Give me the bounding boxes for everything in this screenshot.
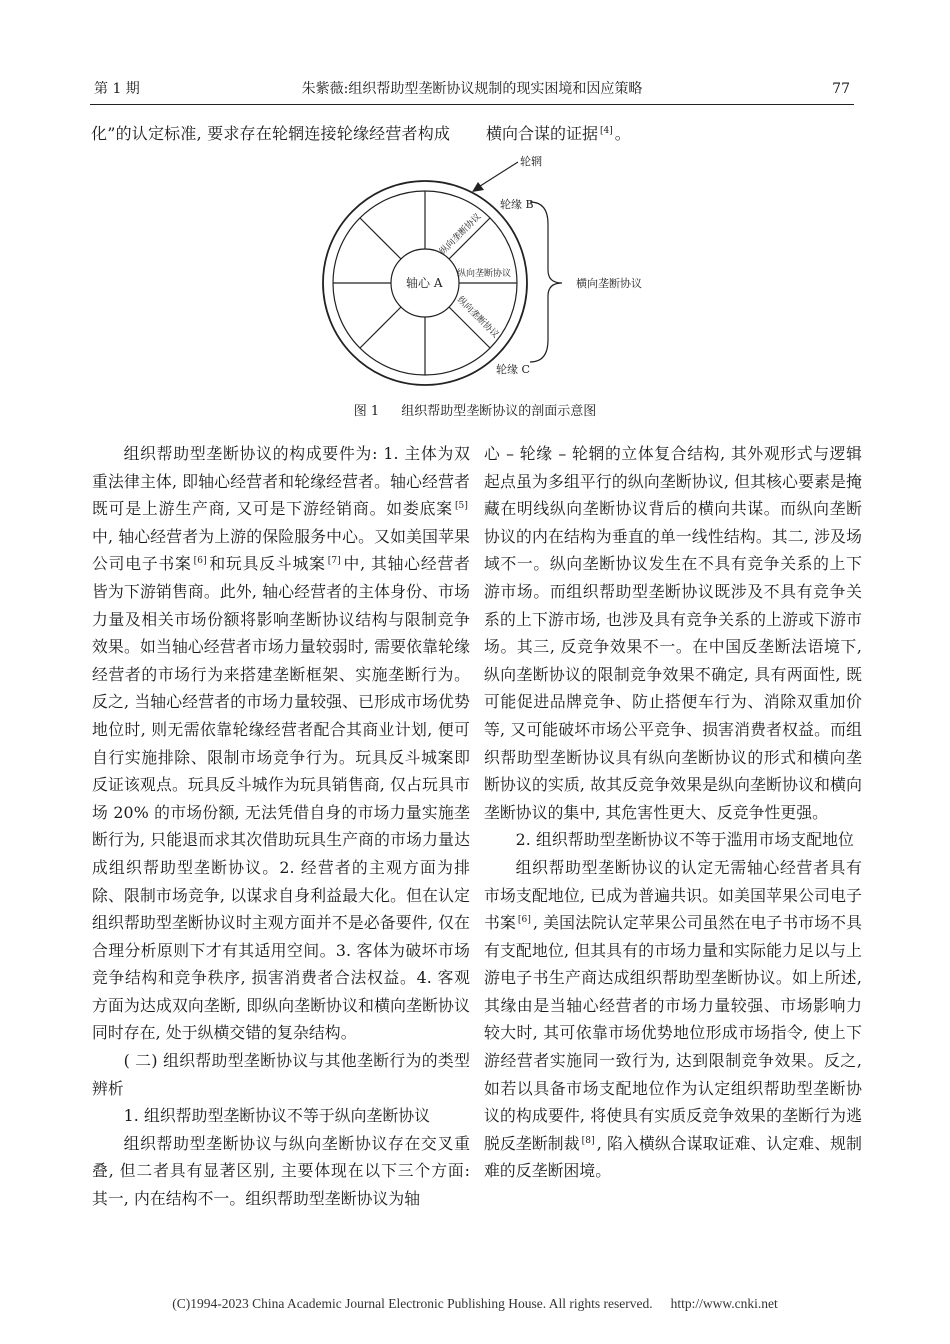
citation-ref: [6] — [517, 914, 531, 925]
copyright-footer — [0, 1296, 950, 1312]
paragraph — [484, 854, 862, 1185]
hub-spoke-diagram — [300, 150, 660, 388]
issue-number: 第 1 期 — [94, 81, 140, 97]
running-header — [94, 78, 850, 102]
subsection-heading: 2. 组织帮助型垄断协议不等于滥用市场支配地位 — [515, 830, 854, 850]
rim-label: 轮辋 — [520, 155, 542, 168]
citation-ref: [8] — [581, 1135, 595, 1146]
citation-ref: [6] — [193, 556, 207, 567]
running-title: 朱紫薇:组织帮助型垄断协议规制的现实困境和因应策略 — [301, 81, 643, 97]
text-run: 组织帮助型垄断协议的认定无需轴心经营者具有市场支配地位, 已成为普遍共识。如美国苹果公司电子书案 — [484, 857, 862, 933]
citation-ref: [7] — [327, 556, 341, 567]
vertical-agreement-label-1: 纵向垄断协议 — [438, 211, 484, 258]
cnki-link[interactable]: http://www.cnki.net — [670, 1296, 778, 1311]
paragraph — [92, 440, 470, 1047]
paragraph: 组织帮助型垄断协议与纵向垄断协议存在交叉重叠, 但二者具有显著区别, 主要体现在以下三个方面: 其一, 内在结构不一。组织帮助型垄断协议为轴 — [92, 1133, 470, 1209]
carryover-right — [486, 120, 631, 148]
section-heading: ( 二) 组织帮助型垄断协议与其他垄断行为的类型辨析 — [92, 1051, 470, 1098]
subsection-heading: 1. 组织帮助型垄断协议不等于纵向垄断协议 — [123, 1106, 431, 1126]
text-run: , 美国法院认定苹果公司虽然在电子书市场不具有支配地位, 但其具有的市场力量和实际能力足以与上游电子书生产商达成组织帮助型垄断协议。如上所述, 其缘由是当轴心经营者的市场力量较强、市场影响力较大时, 其可依靠市场优势地位形成市场指令, 使上下游经营者实施同一致行为, 达到限制竞争效果。反之, 如若以具备市场支配地位作为认定组织帮助型垄断协议的构成要件, 将使具有实质反竞争效果的垄断行为逃脱反垄断制裁 — [484, 913, 863, 1153]
figure-title: 组织帮助型垄断协议的剖面示意图 — [401, 404, 597, 419]
spoke-line — [360, 307, 401, 348]
carryover-right-end: 。 — [614, 124, 631, 143]
figure-number: 图 1 — [353, 404, 380, 419]
rim-arrowhead — [472, 182, 484, 192]
text-run: , 陷入横纵合谋取证难、认定难、规制难的反垄断困境。 — [484, 1133, 863, 1181]
text-run: 和玩具反斗城案 — [208, 554, 326, 574]
page-number: 77 — [832, 81, 850, 97]
figure-caption — [0, 402, 950, 422]
left-column — [92, 440, 470, 1213]
right-column — [484, 440, 862, 1185]
carryover-right-text: 横向合谋的证据 — [486, 124, 599, 143]
citation-ref: [4] — [600, 125, 613, 136]
header-rule — [90, 104, 854, 105]
text-run: 中, 其轴心经营者皆为下游销售商。此外, 轴心经营者的主体身份、市场力量及相关市场份额将影响垄断协议结构与限制竞争效果。如当轴心经营者市场力量较弱时, 需要依靠轮缘经营者的市场行为来搭建垄断框架、实施垄断行为。反之, 当轴心经营者的市场力量较强、已形成市场优势地位时, 则无需依靠轮缘经营者配合其商业计划, 便可自行实施排除、限制市场竞争行为。玩具反斗城案即反证该观点。玩具反斗城作为玩具销售商, 仅占玩具市场 20% 的市场份额, 无法凭借自身的市场力量实施垄断行为, 只能退而求其次借助玩具生产商的市场力量达成组织帮助型垄断协议。2. 经营者的主观方面为排除、限制市场竞争, 以谋求自身利益最大化。但在认定组织帮助型垄断协议时主观方面并不是必备要件, 仅在合理分析原则下才有其适用空间。3. 客体为破坏市场竞争结构和竞争秩序, 损害消费者合法权益。4. 客观方面为达成双向垄断, 即纵向垄断协议和横向垄断协议同时存在, 处于纵横交错的复杂结构。 — [92, 554, 470, 1043]
hub-label: 轴心 A — [406, 276, 443, 290]
spoke-c-label: 轮缘 C — [496, 363, 530, 376]
text-run: 组织帮助型垄断协议的构成要件为: 1. 主体为双重法律主体, 即轴心经营者和轮缘经营者。轴心经营者既可是上游生产商, 又可是下游经销商。如娄底案 — [92, 444, 470, 519]
copyright-text: (C)1994-2023 China Academic Journal Electronic Publishing House. All rights reserved. — [172, 1296, 653, 1311]
vertical-agreement-label-2: 纵向垄断协议 — [457, 269, 512, 279]
rim-pointer-arrow — [477, 162, 518, 188]
horizontal-bracket — [530, 202, 562, 362]
horizontal-agreement-label: 横向垄断协议 — [576, 277, 642, 290]
carryover-left: 化”的认定标准, 要求存在轮辋连接轮缘经营者构成 — [91, 124, 451, 143]
paragraph-continued: 心 – 轮缘 – 轮辋的立体复合结构, 其外观形式与逻辑起点虽为多组平行的纵向垄断协议, 但其核心要素是掩藏在明线纵向垄断协议背后的横向共谋。而纵向垄断协议的内在结构为垂直的单一线性结构。其二, 涉及场域不一。纵向垄断协议发生在不具有竞争关系的上下游市场。而组织帮助型垄断协议既涉及不具有竞争关系的上下游市场, 也涉及具有竞争关系的上游或下游市场。其三, 反竞争效果不一。在中国反垄断法语境下, 纵向垄断协议的限制竞争效果不确定, 具有两面性, 既可能促进品牌竞争、防止搭便车行为、消除双重加价等, 又可能破坏市场公平竞争、损害消费者权益。而组织帮助型垄断协议具有纵向垄断协议的形式和横向垄断协议的实质, 故其反竞争效果是纵向垄断协议和横向垄断协议的集中, 其危害性更大、反竞争性更强。 — [484, 444, 862, 822]
vertical-agreement-label-3: 纵向垄断协议 — [454, 295, 501, 341]
citation-ref: [5] — [454, 500, 468, 511]
spoke-b-label: 轮缘 B — [500, 198, 534, 211]
text-run: 中, 轴心经营者为上游的保险服务中心。又如美国苹果公司电子书案 — [92, 526, 470, 574]
spoke-line — [360, 218, 401, 259]
